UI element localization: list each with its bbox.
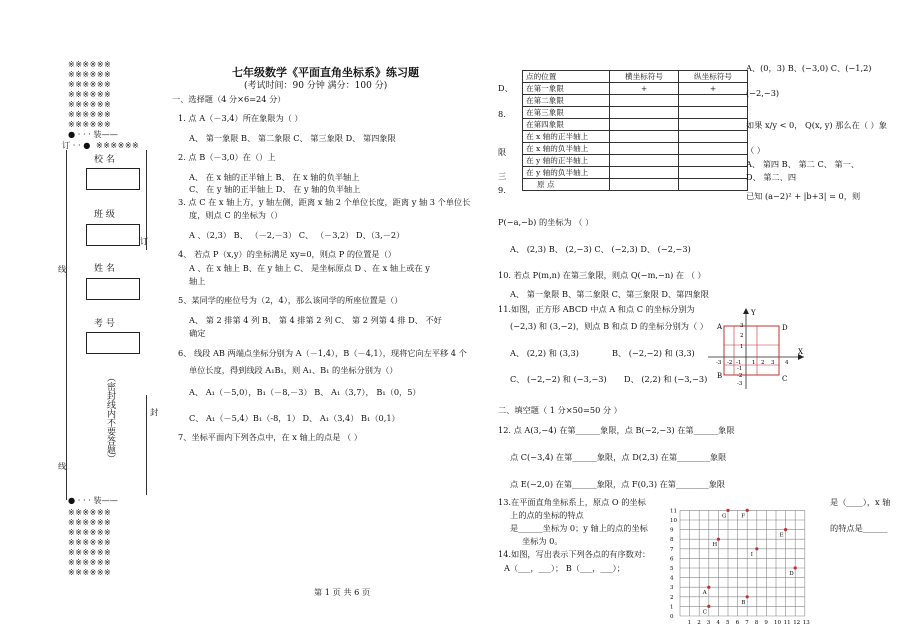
seal-mark-feng: 封: [150, 407, 159, 417]
grid-point-label: C: [702, 609, 708, 616]
tick-label: -2: [727, 360, 733, 366]
right-options-cont: (−2,−3): [746, 88, 780, 98]
question-11-option-c: C、 (−2,−2) 和 (−3,−3): [510, 374, 607, 384]
name-field[interactable]: [86, 278, 140, 300]
question-11: 11.如图，正方形 ABCD 中点 A 和点 C 的坐标分别为: [498, 304, 695, 314]
pattern-row: ※※※※※※: [68, 80, 112, 89]
table-cell[interactable]: [679, 131, 748, 143]
grid-point-label: B: [741, 599, 746, 606]
binding-dot-line: ● · · · 装——: [68, 495, 118, 505]
question-1: 1. 点 A（－3,4）所在象限为（ ）: [178, 113, 303, 123]
pattern-row: ※※※※※※: [68, 110, 112, 119]
grid-point-label: A: [702, 590, 707, 597]
table-cell: 在 y 轴的负半轴上: [523, 167, 610, 179]
seal-mark-xian: 线: [58, 461, 67, 471]
pattern-row: ※※※※※※: [68, 100, 112, 109]
table-cell[interactable]: +: [610, 83, 679, 95]
x-tick-label: 2: [697, 620, 701, 626]
y-tick-label: 0: [670, 614, 674, 620]
x-tick-label: 12: [793, 620, 801, 626]
fragment-san: 三: [498, 171, 507, 181]
pattern-row: ※※※※※※: [68, 568, 112, 577]
class-field[interactable]: [86, 224, 140, 246]
question-14: 14.如图，写出表示下列各点的有序数对：: [498, 549, 651, 559]
table-cell: 在第四象限: [523, 119, 610, 131]
pattern-row: ※※※※※※: [68, 528, 112, 537]
exam-info: (考试时间：90 分钟 满分：100 分): [244, 81, 388, 91]
right-fill-blank: 是（____），x 轴: [830, 497, 891, 507]
question-4-options-cont: 轴上: [189, 276, 206, 286]
grid-point: [726, 509, 729, 512]
table-cell[interactable]: [610, 131, 679, 143]
table-cell[interactable]: [610, 143, 679, 155]
pattern-row: ※※※※※※: [68, 60, 112, 69]
table-cell[interactable]: [610, 119, 679, 131]
exam-number-label: 考 号: [94, 319, 115, 329]
grid-point: [746, 509, 749, 512]
question-11-option-d: D、 (2,2) 和 (−3,−3): [624, 374, 708, 384]
right-question: 如果 x/y < 0， Q(x, y) 那么在（ ）象: [746, 120, 887, 130]
point-b-label: B: [717, 372, 723, 380]
point-d-label: D: [782, 324, 788, 332]
school-label: 校 名: [94, 155, 115, 165]
class-label: 班 级: [94, 210, 115, 220]
question-5: 5、某同学的座位号为（2，4），那么该同学的所座位置是（）: [178, 295, 403, 305]
section-heading: 一、选择题（4 分×6=24 分）: [172, 94, 286, 104]
page-title: 七年级数学《平面直角坐标系》练习题: [232, 66, 419, 79]
binding-dot-line: ● · · · 装——: [68, 129, 118, 139]
question-2-options: C、 在 y 轴的正半轴上 D、 在 y 轴的负半轴上: [189, 184, 361, 194]
tick-label: -1: [737, 366, 743, 372]
page-footer: 第 1 页 共 6 页: [314, 587, 371, 597]
x-tick-label: 7: [745, 620, 749, 626]
question-7: 7、坐标平面内下列各点中，在 x 轴上的点是 （ ）: [178, 432, 362, 442]
x-axis-label: X: [798, 348, 803, 356]
x-tick-label: 6: [735, 620, 740, 626]
y-tick-label: 5: [670, 566, 674, 572]
table-cell: 在第一象限: [523, 83, 610, 95]
question-4-options: A 、在 x 轴上 B、在 y 轴上 C、 是坐标原点 D 、在 x 轴上或在 y: [189, 263, 430, 273]
y-tick-label: 1: [670, 604, 674, 611]
fragment-xian: 限: [498, 147, 507, 157]
question-9-number: 9.: [498, 185, 506, 195]
y-tick-label: 2: [670, 594, 674, 601]
y-tick-label: 6: [670, 556, 674, 563]
table-cell[interactable]: [679, 167, 748, 179]
binding-ding-mark: 订 · · ●: [62, 140, 91, 150]
right-question: 已知 (a−2)² + |b+3| = 0，则: [746, 191, 861, 201]
table-row: [523, 95, 748, 107]
table-cell[interactable]: [610, 107, 679, 119]
question-12-cont: 点 E(−2,0) 在第______象限，点 F(0,3) 在第________象限: [510, 479, 726, 489]
right-options-cont: D、 第二、四: [746, 172, 797, 182]
section-2-heading: 二、填空题（ 1 分×50=50 分 ）: [498, 405, 622, 415]
table-header-cell: 横坐标符号: [610, 71, 679, 83]
table-cell[interactable]: +: [679, 83, 748, 95]
table-cell: 在第二象限: [523, 95, 610, 107]
right-options: A、(0，3) B、(−3,0) C、(−1,2): [746, 63, 872, 73]
table-cell[interactable]: [679, 143, 748, 155]
question-5-options-cont: 确定: [189, 328, 206, 338]
grid-point: [717, 538, 720, 541]
name-label: 姓 名: [94, 264, 115, 274]
question-6-options: C、 A₁（－5,4）B₁（-8，1） D、 A₁（3,4） B₁（0,1）: [189, 413, 400, 423]
table-cell[interactable]: [610, 95, 679, 107]
table-row: [523, 179, 748, 191]
pattern-row: ※※※※※※: [68, 508, 112, 517]
table-header-row: [523, 71, 748, 83]
table-cell[interactable]: [610, 167, 679, 179]
grid-point: [784, 528, 787, 531]
grid-point-label: G: [722, 513, 727, 520]
x-tick-label: 10: [774, 620, 781, 626]
question-6-options: A、 A₁（－5,0），B₁（－8,－3） B、 A₁（3,7）， B₁（0，5）: [189, 387, 421, 397]
question-12-cont: 点 C(−3,4) 在第______象限，点 D(2,3) 在第________象限: [510, 452, 727, 462]
table-row: [523, 131, 748, 143]
pattern-row: ※※※※※※: [68, 548, 112, 557]
table-cell[interactable]: [679, 155, 748, 167]
tick-label: -3: [716, 360, 722, 366]
right-answer-parens: （ ）: [746, 145, 765, 155]
grid-figure: [670, 508, 820, 630]
y-tick-label: 7: [670, 546, 674, 553]
table-cell[interactable]: [679, 95, 748, 107]
right-options: A、 第四 B、 第二 C、 第一、: [746, 159, 860, 169]
question-13-cont: 是______坐标为 0；y 轴上的点的坐标: [510, 523, 648, 533]
y-tick-label: 3: [670, 585, 674, 592]
grid-point: [755, 547, 758, 550]
grid-point: [707, 586, 710, 589]
y-tick-label: 4: [670, 575, 674, 582]
table-cell: 在 y 轴的正半轴上: [523, 155, 610, 167]
grid-point-label: I: [750, 551, 753, 558]
x-tick-label: 11: [783, 620, 791, 626]
option-d-label: D、: [498, 83, 513, 93]
grid-point-label: F: [741, 513, 746, 520]
tick-label: 3: [771, 360, 775, 366]
sealing-line-note: （密封线内不要答题）: [105, 373, 115, 463]
table-cell[interactable]: [679, 179, 748, 191]
question-11-option-a: A、 (2,2) 和 (3,3): [510, 348, 579, 358]
right-fill-blank: 的特点是______: [830, 523, 888, 533]
tick-label: 1: [740, 344, 744, 350]
question-5-options: A、 第 2 排第 4 列 B、 第 4 排第 2 列 C、 第 2 列第 4 排 D、 不好: [189, 315, 442, 325]
pattern-row: ※※※※※※: [68, 70, 112, 79]
table-cell[interactable]: [679, 107, 748, 119]
y-tick-label: 11: [670, 508, 677, 515]
x-tick-label: 13: [802, 620, 810, 626]
square-abcd: [724, 326, 779, 375]
x-tick-label: 3: [706, 620, 711, 626]
x-tick-label: 8: [754, 620, 759, 626]
sign-table: [522, 70, 748, 191]
point-a-label: A: [717, 323, 723, 331]
y-tick-label: 10: [670, 518, 677, 524]
table-cell: 在 x 轴的负半轴上: [523, 143, 610, 155]
pattern-row: ※※※※※※: [96, 141, 140, 150]
pattern-row: ※※※※※※: [68, 120, 112, 129]
x-tick-label: 5: [726, 620, 730, 626]
question-9-options: A、 (2,3) B、 (2,−3) C、 (−2,3) D、 (−2,−3): [510, 244, 691, 254]
table-header-cell: 点的位置: [523, 71, 610, 83]
question-4: 4、 若点 P（x,y）的坐标满足 xy=0，则点 P 的位置是（）: [178, 249, 396, 259]
table-row: [523, 83, 748, 95]
square-figure: [708, 305, 808, 391]
tick-label: -3: [737, 381, 743, 387]
table-cell[interactable]: [610, 155, 679, 167]
x-tick-label: 9: [764, 620, 768, 626]
question-10: 10. 若点 P(m,n) 在第三象限，则点 Q(−m,−n) 在 （ ）: [498, 270, 706, 280]
question-9-text: P(−a,−b) 的坐标为 （ ）: [498, 217, 594, 227]
grid-point: [794, 566, 797, 569]
table-row: [523, 119, 748, 131]
grid-point: [746, 595, 749, 598]
x-tick-label: 1: [687, 620, 692, 626]
question-3-options: A 、（2,3） B、 （－2,－3） C、 （－3,2） D、（3,－2）: [189, 230, 405, 240]
grid-point-label: H: [712, 542, 718, 549]
grid-point-label: E: [779, 532, 784, 539]
point-c-label: C: [782, 375, 788, 383]
question-1-options: A、 第一象限 B、 第二象限 C、 第三象限 D、 第四象限: [189, 133, 396, 143]
tick-label: 2: [761, 360, 765, 366]
grid-point-label: D: [789, 571, 794, 577]
question-13-cont: 上的点的坐标的特点: [510, 510, 584, 520]
table-row: [523, 143, 748, 155]
table-header-cell: 纵坐标符号: [679, 71, 748, 83]
question-3: 3. 点 C 在 x 轴上方，y 轴左侧，距离 x 轴 2 个单位长度，距离 y 轴 3 个单位长: [178, 197, 471, 207]
table-cell: 原 点: [523, 179, 610, 191]
seal-mark-xian: 线: [58, 264, 67, 274]
table-row: [523, 107, 748, 119]
table-row: [523, 167, 748, 179]
question-12: 12. 点 A(3,−4) 在第______象限，点 B(−2,−3) 在第______象限: [498, 425, 735, 435]
question-6: 6、 线段 AB 两端点坐标分别为 A（－1,4），B（－4,1），现将它向左平移 4 个: [178, 348, 467, 358]
question-10-options: A、 第一象限 B、第二象限 C、第三象限 D、第四象限: [510, 289, 709, 299]
table-cell[interactable]: [679, 119, 748, 131]
seal-mark-ding: 订: [140, 236, 149, 246]
pattern-row: ※※※※※※: [68, 538, 112, 547]
question-2-options: A、 在 x 轴的正半轴上 B、 在 x 轴的负半轴上: [189, 172, 360, 182]
grid-point: [707, 605, 710, 608]
question-8-number: 8.: [498, 109, 506, 119]
tick-label: -2: [737, 373, 743, 379]
tick-label: 4: [785, 360, 789, 366]
question-2: 2. 点 B（－3,0）在（）上: [178, 152, 276, 162]
question-13: 13.在平面直角坐标系上，原点 O 的坐标: [498, 497, 646, 507]
table-cell[interactable]: [610, 179, 679, 191]
question-14-blanks: A（___，___）； B（___，___）；: [504, 563, 625, 573]
y-axis-arrow-icon: [743, 308, 749, 314]
tick-label: -1: [736, 360, 742, 366]
tick-label: 1: [752, 360, 756, 366]
y-tick-label: 8: [670, 537, 674, 544]
table-row: [523, 155, 748, 167]
question-6-cont: 单位长度，得到线段 A₁B₁，则 A₁、B₁ 的坐标分别为（）: [189, 365, 398, 375]
exam-number-field[interactable]: [86, 332, 140, 354]
school-field[interactable]: [86, 168, 140, 190]
tick-label: 3: [740, 323, 744, 329]
question-11-option-b: B、 (−2,−2) 和 (3,3): [612, 348, 695, 358]
table-cell: 在第三象限: [523, 107, 610, 119]
y-axis-label: Y: [751, 309, 756, 317]
table-cell: 在 x 轴的正半轴上: [523, 131, 610, 143]
question-13-cont: 坐标为 0。: [522, 536, 563, 546]
x-tick-label: 4: [716, 620, 720, 626]
question-11-cont: (−2,3) 和 (3,−2)，则点 B 和点 D 的坐标分别为（ ）: [510, 321, 708, 331]
question-3-cont: 度，则点 C 的坐标为（）: [189, 210, 283, 220]
pattern-row: ※※※※※※: [68, 558, 112, 567]
y-tick-label: 9: [670, 527, 674, 534]
tick-label: 2: [740, 333, 744, 339]
pattern-row: ※※※※※※: [68, 518, 112, 527]
pattern-row: ※※※※※※: [68, 90, 112, 99]
